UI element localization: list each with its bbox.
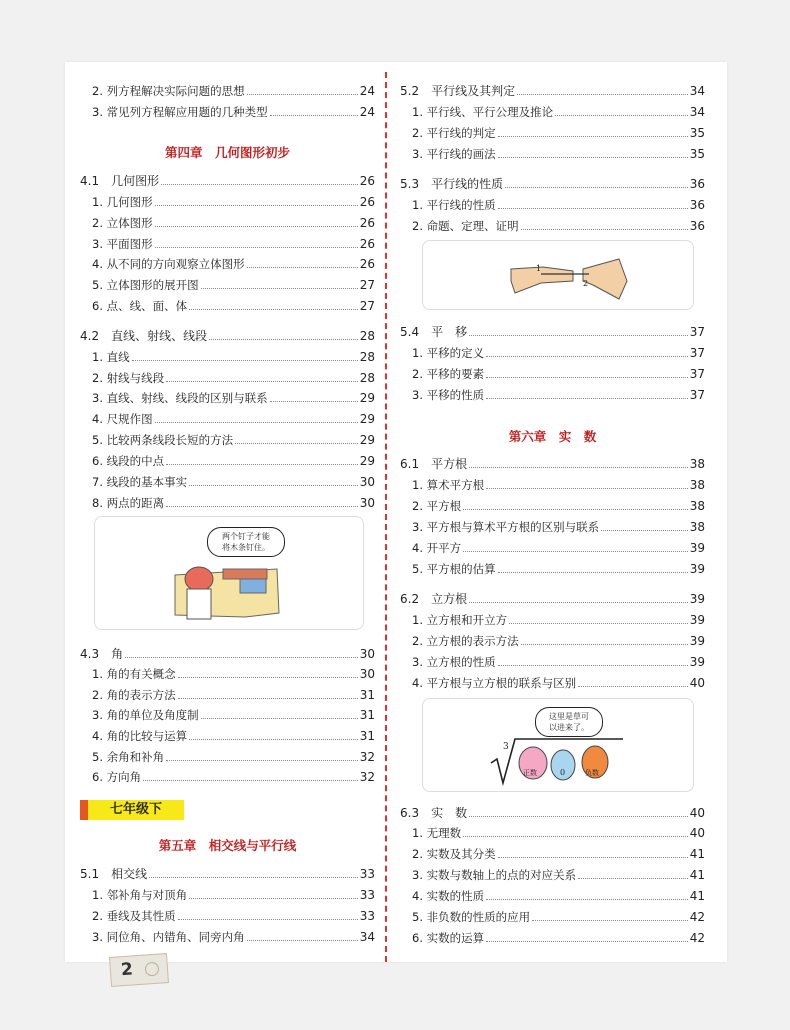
toc-entry-label: 3. 平移的性质	[412, 388, 485, 402]
toc-entry-label: 2. 平移的要素	[412, 367, 485, 381]
toc-leader-dots	[498, 665, 688, 666]
toc-entry-page: 32	[359, 770, 375, 784]
toc-entry	[80, 389, 375, 407]
toc-entry-label: 1. 平移的定义	[412, 346, 485, 360]
toc-entry	[80, 727, 375, 745]
toc-leader-dots	[166, 506, 358, 507]
toc-entry-label: 3. 平行线的画法	[412, 147, 496, 161]
toc-leader-dots	[189, 309, 358, 310]
toc-entry-label: 5. 立体图形的展开图	[92, 278, 199, 292]
toc-leader-dots	[155, 247, 358, 248]
toc-entry	[400, 674, 705, 692]
toc-entry	[80, 410, 375, 428]
toc-entry-label: 5.3 平行线的性质	[400, 177, 504, 191]
toc-entry-page: 37	[689, 367, 705, 381]
toc-entry-label: 4. 平方根与立方根的联系与区别	[412, 676, 577, 690]
toc-entry	[400, 386, 705, 404]
grade-banner	[80, 800, 184, 820]
toc-leader-dots	[201, 288, 358, 289]
toc-entry-label: 2. 平方根	[412, 499, 462, 513]
toc-entry-label: 1. 几何图形	[92, 195, 153, 209]
toc-leader-dots	[469, 602, 688, 603]
toc-entry	[80, 297, 375, 315]
toc-entry-label: 3. 常见列方程解应用题的几种类型	[92, 105, 268, 119]
toc-entry-label: 3. 平方根与算术平方根的区别与联系	[412, 520, 600, 534]
toc-entry-label: 1. 平行线的性质	[412, 198, 496, 212]
toc-leader-dots	[469, 467, 688, 468]
toc-entry	[80, 686, 375, 704]
toc-entry-label: 8. 两点的距离	[92, 496, 165, 510]
toc-section	[400, 590, 705, 608]
toc-leader-dots	[178, 677, 358, 678]
speech-bubble-3: 这里是草可 以进来了。	[535, 707, 603, 737]
toc-entry	[400, 124, 705, 142]
toc-entry-label: 2. 垂线及其性质	[92, 909, 176, 923]
toc-entry-label: 5.1 相交线	[80, 867, 148, 881]
illustration-plank	[94, 516, 364, 630]
toc-entry-label: 2. 射线与线段	[92, 371, 165, 385]
toc-leader-dots	[247, 267, 358, 268]
toc-entry	[400, 653, 705, 671]
page-number: 2	[120, 959, 134, 981]
toc-leader-dots	[178, 919, 358, 920]
toc-entry-label: 2. 平行线的判定	[412, 126, 496, 140]
toc-entry-page: 29	[359, 433, 375, 447]
toc-entry-page: 27	[359, 278, 375, 292]
toc-section	[80, 865, 375, 883]
toc-entry	[400, 103, 705, 121]
chapter-4-title: 第四章 几何图形初步	[164, 145, 290, 160]
toc-leader-dots	[517, 94, 688, 95]
toc-entry	[80, 103, 375, 121]
toc-entry-label: 1. 邻补角与对顶角	[92, 888, 188, 902]
toc-entry	[80, 214, 375, 232]
toc-leader-dots	[155, 205, 358, 206]
toc-leader-dots	[486, 941, 688, 942]
toc-entry	[400, 929, 705, 947]
toc-section	[400, 82, 705, 100]
toc-entry-page: 39	[689, 592, 705, 606]
toc-entry-page: 33	[359, 867, 375, 881]
toc-entry	[400, 518, 705, 536]
toc-entry-label: 6. 方向角	[92, 770, 142, 784]
toc-entry-page: 33	[359, 888, 375, 902]
toc-entry-page: 31	[359, 708, 375, 722]
toc-entry-label: 7. 线段的基本事实	[92, 475, 188, 489]
toc-entry-label: 3. 实数与数轴上的点的对应关系	[412, 868, 577, 882]
toc-entry-label: 5.4 平 移	[400, 325, 468, 339]
toc-entry-label: 5. 平方根的估算	[412, 562, 496, 576]
toc-entry-page: 29	[359, 454, 375, 468]
toc-section	[400, 455, 705, 473]
hands-label-1: 1	[536, 264, 542, 273]
toc-leader-dots	[521, 229, 688, 230]
toc-entry-label: 3. 同位角、内错角、同旁内角	[92, 930, 245, 944]
toc-leader-dots	[189, 739, 358, 740]
toc-entry-label: 6.2 立方根	[400, 592, 468, 606]
toc-entry-label: 6. 线段的中点	[92, 454, 165, 468]
illustration-cube-root	[422, 698, 694, 792]
toc-entry-page: 36	[689, 177, 705, 191]
toc-entry-label: 2. 角的表示方法	[92, 688, 176, 702]
toc-entry-label: 4.2 直线、射线、线段	[80, 329, 208, 343]
toc-leader-dots	[463, 551, 688, 552]
toc-entry-label: 3. 直线、射线、线段的区别与联系	[92, 391, 268, 405]
hands-drawing	[423, 241, 693, 309]
toc-leader-dots	[155, 226, 358, 227]
toc-section	[400, 175, 705, 193]
toc-entry	[80, 473, 375, 491]
toc-entry-page: 35	[689, 147, 705, 161]
toc-leader-dots	[498, 136, 688, 137]
toc-entry-label: 6. 点、线、面、体	[92, 299, 188, 313]
toc-leader-dots	[209, 339, 358, 340]
toc-entry-page: 40	[689, 806, 705, 820]
char-negative: 负数	[585, 769, 599, 777]
toc-entry	[80, 452, 375, 470]
toc-entry-page: 29	[359, 391, 375, 405]
toc-leader-dots	[132, 360, 358, 361]
toc-leader-dots	[270, 115, 358, 116]
toc-leader-dots	[601, 530, 688, 531]
toc-leader-dots	[189, 485, 358, 486]
toc-entry-page: 41	[689, 889, 705, 903]
toc-entry-label: 5. 余角和补角	[92, 750, 165, 764]
toc-entry	[400, 824, 705, 842]
toc-entry-page: 39	[689, 634, 705, 648]
toc-section	[80, 327, 375, 345]
toc-entry	[80, 82, 375, 100]
toc-entry-page: 28	[359, 371, 375, 385]
toc-leader-dots	[486, 899, 688, 900]
toc-entry-label: 6. 实数的运算	[412, 931, 485, 945]
toc-entry-page: 37	[689, 325, 705, 339]
toc-entry	[400, 497, 705, 515]
toc-leader-dots	[166, 760, 358, 761]
toc-entry	[80, 928, 375, 946]
toc-entry	[400, 476, 705, 494]
toc-entry-label: 2. 实数及其分类	[412, 847, 496, 861]
toc-entry	[80, 276, 375, 294]
toc-leader-dots	[270, 401, 358, 402]
toc-entry	[400, 196, 705, 214]
column-divider	[385, 72, 387, 962]
toc-entry	[80, 886, 375, 904]
toc-entry	[400, 560, 705, 578]
toc-entry-page: 34	[359, 930, 375, 944]
cube-root-drawing	[423, 699, 693, 791]
toc-entry-page: 39	[689, 655, 705, 669]
toc-entry-label: 2. 列方程解决实际问题的思想	[92, 84, 245, 98]
toc-entry-page: 42	[689, 910, 705, 924]
grade-label: 七年级下	[109, 802, 162, 817]
toc-entry	[400, 887, 705, 905]
toc-leader-dots	[166, 464, 358, 465]
toc-entry-label: 1. 无理数	[412, 826, 462, 840]
toc-entry-page: 31	[359, 688, 375, 702]
toc-entry-label: 5.2 平行线及其判定	[400, 84, 516, 98]
toc-leader-dots	[578, 686, 688, 687]
toc-leader-dots	[125, 657, 358, 658]
toc-entry-page: 41	[689, 868, 705, 882]
toc-entry-page: 37	[689, 388, 705, 402]
plank-drawing	[95, 517, 363, 629]
toc-leader-dots	[463, 836, 688, 837]
toc-leader-dots	[509, 623, 688, 624]
toc-entry-page: 33	[359, 909, 375, 923]
toc-entry-page: 39	[689, 613, 705, 627]
root-index: 3	[503, 742, 509, 752]
toc-entry	[80, 748, 375, 766]
toc-entry-page: 27	[359, 299, 375, 313]
toc-entry-page: 34	[689, 84, 705, 98]
toc-entry-label: 3. 平面图形	[92, 237, 153, 251]
toc-entry-label: 5. 非负数的性质的应用	[412, 910, 531, 924]
toc-entry-page: 38	[689, 499, 705, 513]
toc-entry-label: 1. 立方根和开立方	[412, 613, 508, 627]
toc-entry-label: 4. 角的比较与运算	[92, 729, 188, 743]
toc-section	[400, 323, 705, 341]
toc-entry-page: 39	[689, 541, 705, 555]
toc-leader-dots	[486, 488, 688, 489]
toc-leader-dots	[469, 335, 688, 336]
toc-leader-dots	[149, 877, 358, 878]
toc-entry-page: 29	[359, 412, 375, 426]
toc-entry-page: 39	[689, 562, 705, 576]
toc-entry	[80, 907, 375, 925]
hands-label-2: 2	[583, 279, 589, 288]
toc-entry	[80, 431, 375, 449]
toc-entry	[80, 193, 375, 211]
toc-entry-label: 3. 立方根的性质	[412, 655, 496, 669]
toc-leader-dots	[498, 857, 688, 858]
toc-leader-dots	[498, 572, 688, 573]
toc-leader-dots	[178, 698, 358, 699]
toc-entry-label: 1. 算术平方根	[412, 478, 485, 492]
toc-entry	[80, 235, 375, 253]
toc-entry-page: 34	[689, 105, 705, 119]
toc-entry-page: 26	[359, 195, 375, 209]
toc-entry-page: 26	[359, 216, 375, 230]
toc-entry-page: 26	[359, 174, 375, 188]
toc-leader-dots	[505, 187, 688, 188]
toc-entry-page: 28	[359, 350, 375, 364]
toc-leader-dots	[143, 780, 358, 781]
toc-entry	[400, 866, 705, 884]
illustration-hands	[422, 240, 694, 310]
toc-entry-label: 1. 平行线、平行公理及推论	[412, 105, 554, 119]
toc-entry	[400, 632, 705, 650]
toc-entry-label: 3. 角的单位及角度制	[92, 708, 199, 722]
toc-entry-page: 36	[689, 219, 705, 233]
toc-entry-label: 1. 直线	[92, 350, 130, 364]
toc-leader-dots	[578, 878, 688, 879]
page-number-circle-icon	[144, 962, 159, 977]
toc-entry	[80, 665, 375, 683]
toc-entry-page: 31	[359, 729, 375, 743]
toc-entry-page: 24	[359, 84, 375, 98]
toc-leader-dots	[247, 94, 358, 95]
toc-section	[80, 645, 375, 663]
toc-entry-label: 5. 比较两条线段长短的方法	[92, 433, 234, 447]
toc-leader-dots	[469, 816, 688, 817]
toc-entry	[80, 369, 375, 387]
toc-entry	[400, 217, 705, 235]
toc-entry-page: 32	[359, 750, 375, 764]
toc-section	[400, 804, 705, 822]
toc-entry-label: 4. 实数的性质	[412, 889, 485, 903]
toc-entry	[400, 344, 705, 362]
toc-entry-page: 38	[689, 478, 705, 492]
toc-entry-page: 30	[359, 496, 375, 510]
toc-entry	[80, 255, 375, 273]
speech-bubble-1: 两个钉子才能 将木条钉住。	[207, 527, 285, 557]
toc-entry-page: 26	[359, 257, 375, 271]
toc-entry-label: 2. 立方根的表示方法	[412, 634, 519, 648]
page-number-tab	[109, 953, 169, 987]
toc-entry-page: 30	[359, 667, 375, 681]
toc-entry	[400, 845, 705, 863]
toc-entry-page: 42	[689, 931, 705, 945]
char-positive: 正数	[523, 769, 537, 777]
chapter-6-title: 第六章 实 数	[508, 429, 597, 444]
toc-entry-label: 6.3 实 数	[400, 806, 468, 820]
toc-entry	[80, 706, 375, 724]
toc-entry-page: 38	[689, 457, 705, 471]
toc-leader-dots	[486, 356, 688, 357]
toc-entry-label: 1. 角的有关概念	[92, 667, 176, 681]
toc-leader-dots	[463, 509, 688, 510]
char-zero: 0	[560, 768, 566, 777]
toc-leader-dots	[161, 184, 358, 185]
toc-entry	[80, 348, 375, 366]
toc-entry-page: 30	[359, 647, 375, 661]
toc-entry-page: 41	[689, 847, 705, 861]
toc-entry	[400, 145, 705, 163]
toc-entry-page: 36	[689, 198, 705, 212]
toc-entry	[80, 494, 375, 512]
toc-entry	[400, 539, 705, 557]
toc-entry-label: 2. 命题、定理、证明	[412, 219, 519, 233]
toc-leader-dots	[247, 940, 358, 941]
toc-entry-label: 4.1 几何图形	[80, 174, 160, 188]
toc-entry-page: 28	[359, 329, 375, 343]
toc-leader-dots	[532, 920, 688, 921]
toc-leader-dots	[201, 718, 358, 719]
toc-entry-page: 30	[359, 475, 375, 489]
toc-entry-page: 38	[689, 520, 705, 534]
toc-entry	[400, 908, 705, 926]
toc-entry-page: 37	[689, 346, 705, 360]
chapter-5-title: 第五章 相交线与平行线	[158, 838, 297, 853]
toc-entry-page: 35	[689, 126, 705, 140]
toc-leader-dots	[521, 644, 688, 645]
toc-entry-label: 4. 尺规作图	[92, 412, 153, 426]
toc-leader-dots	[498, 208, 688, 209]
toc-leader-dots	[166, 381, 358, 382]
toc-section	[80, 172, 375, 190]
toc-leader-dots	[486, 398, 688, 399]
toc-entry	[400, 611, 705, 629]
toc-entry-page: 26	[359, 237, 375, 251]
toc-leader-dots	[155, 422, 358, 423]
toc-entry	[400, 365, 705, 383]
toc-entry-label: 4.3 角	[80, 647, 124, 661]
toc-entry-label: 4. 开平方	[412, 541, 462, 555]
toc-entry-label: 2. 立体图形	[92, 216, 153, 230]
toc-leader-dots	[189, 898, 358, 899]
toc-entry-page: 24	[359, 105, 375, 119]
toc-entry-page: 40	[689, 676, 705, 690]
toc-entry-label: 4. 从不同的方向观察立体图形	[92, 257, 245, 271]
toc-leader-dots	[555, 115, 688, 116]
toc-entry	[80, 768, 375, 786]
toc-leader-dots	[486, 377, 688, 378]
toc-entry-page: 40	[689, 826, 705, 840]
toc-leader-dots	[498, 157, 688, 158]
toc-entry-label: 6.1 平方根	[400, 457, 468, 471]
toc-leader-dots	[235, 443, 358, 444]
